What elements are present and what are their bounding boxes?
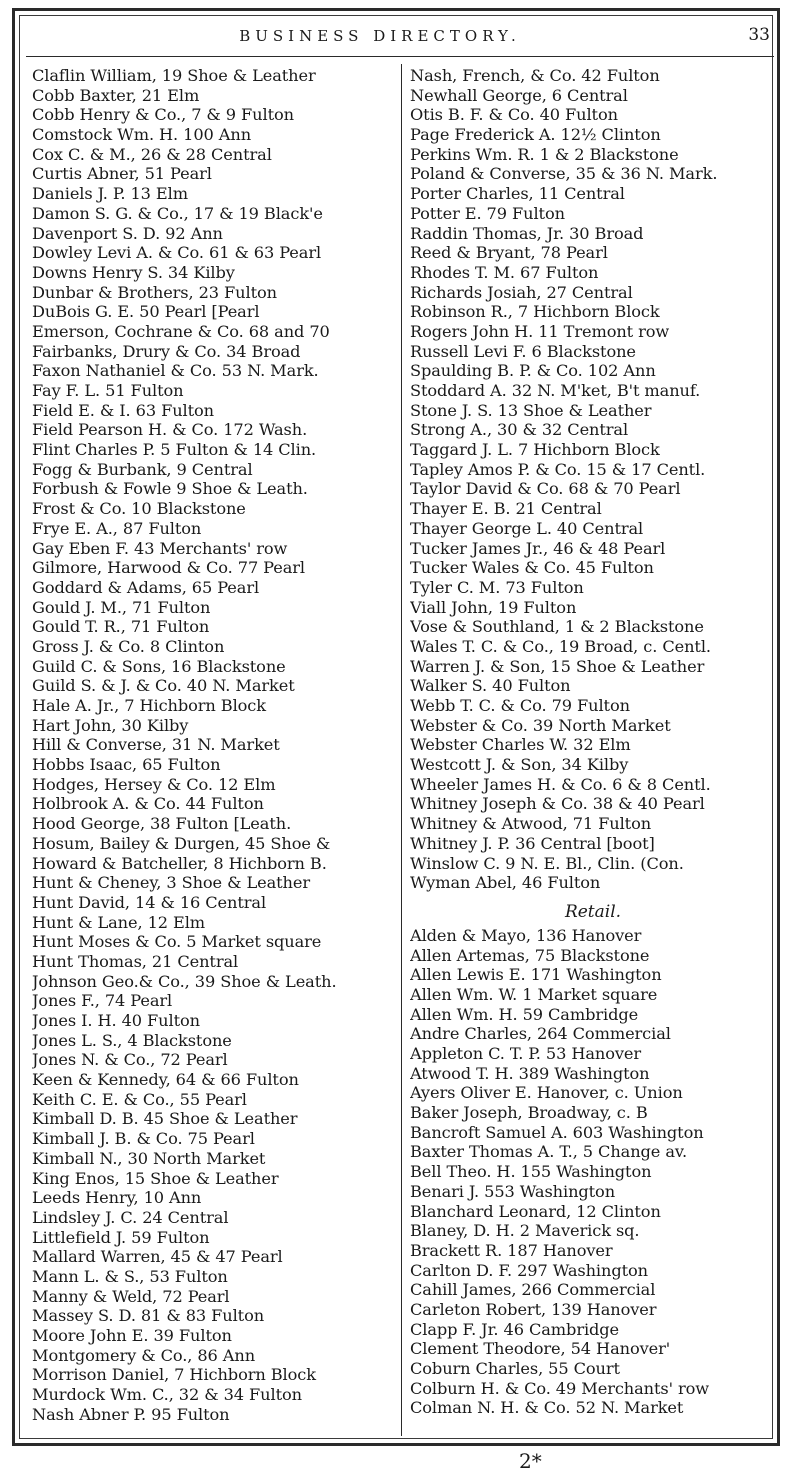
- directory-entry: Warren J. & Son, 15 Shoe & Leather: [410, 656, 705, 676]
- running-title: BUSINESS DIRECTORY.: [239, 27, 521, 45]
- directory-entry: Howard & Batcheller, 8 Hichborn B.: [32, 853, 327, 873]
- directory-entry: Emerson, Cochrane & Co. 68 and 70: [32, 321, 330, 341]
- directory-entry: Hunt & Lane, 12 Elm: [32, 912, 206, 932]
- page-number: 33: [748, 25, 770, 45]
- directory-entry: Fay F. L. 51 Fulton: [32, 381, 184, 400]
- directory-entry: Whitney Joseph & Co. 38 & 40 Pearl: [410, 794, 705, 814]
- directory-entry: Daniels J. P. 13 Elm: [32, 184, 188, 204]
- directory-entry: Kimball N., 30 North Market: [32, 1148, 266, 1168]
- directory-entry: Colman N. H. & Co. 52 N. Market: [410, 1398, 684, 1418]
- directory-entry: Tucker Wales & Co. 45 Fulton: [410, 558, 654, 578]
- directory-entry: Bell Theo. H. 155 Washington: [410, 1162, 652, 1182]
- directory-entry: Webster & Co. 39 North Market: [410, 715, 671, 735]
- directory-entry: Hobbs Isaac, 65 Fulton: [32, 755, 221, 775]
- directory-entry: Mallard Warren, 45 & 47 Pearl: [32, 1247, 283, 1267]
- directory-entry: Hunt & Cheney, 3 Shoe & Leather: [32, 873, 310, 893]
- directory-entry: Newhall George, 6 Central: [410, 85, 628, 105]
- directory-entry: Coburn Charles, 55 Court: [410, 1359, 620, 1378]
- directory-entry: Blanchard Leonard, 12 Clinton: [410, 1201, 661, 1221]
- directory-entry: Lindsley J. C. 24 Central: [32, 1207, 229, 1227]
- directory-entry: Colburn H. & Co. 49 Merchants' row: [410, 1378, 710, 1398]
- header-rule: [26, 56, 774, 57]
- directory-entry: Carlton D. F. 297 Washington: [410, 1260, 648, 1280]
- directory-entry: Fogg & Burbank, 9 Central: [32, 459, 253, 479]
- directory-entry: Goddard & Adams, 65 Pearl: [32, 577, 260, 597]
- directory-entry: Stone J. S. 13 Shoe & Leather: [410, 400, 652, 420]
- directory-entry: Poland & Converse, 35 & 36 N. Mark.: [410, 164, 718, 184]
- directory-entry: Andre Charles, 264 Commercial: [410, 1024, 671, 1044]
- directory-entry: Ayers Oliver E. Hanover, c. Union: [410, 1083, 683, 1103]
- directory-entry: Reed & Bryant, 78 Pearl: [410, 243, 608, 263]
- directory-entry: Nash Abner P. 95 Fulton: [32, 1404, 230, 1424]
- directory-entry: Morrison Daniel, 7 Hichborn Block: [32, 1365, 316, 1385]
- directory-entry: Tapley Amos P. & Co. 15 & 17 Centl.: [410, 459, 706, 479]
- directory-entry: Vose & Southland, 1 & 2 Blackstone: [410, 617, 704, 637]
- directory-entry: Hosum, Bailey & Durgen, 45 Shoe &: [32, 833, 331, 853]
- directory-entry: Curtis Abner, 51 Pearl: [32, 164, 212, 184]
- directory-entry: Johnson Geo.& Co., 39 Shoe & Leath.: [32, 971, 337, 991]
- directory-entry: Porter Charles, 11 Central: [410, 184, 625, 204]
- directory-entry: Damon S. G. & Co., 17 & 19 Black'e: [32, 203, 323, 223]
- retail-heading: Retail.: [564, 901, 622, 922]
- directory-entry: Raddin Thomas, Jr. 30 Broad: [410, 223, 644, 243]
- directory-entry: Page Frederick A. 12½ Clinton: [410, 125, 661, 145]
- directory-entry: Hunt Moses & Co. 5 Market square: [32, 932, 322, 952]
- directory-entry: Keen & Kennedy, 64 & 66 Fulton: [32, 1070, 299, 1090]
- directory-entry: Keith C. E. & Co., 55 Pearl: [32, 1089, 247, 1109]
- directory-entry: Winslow C. 9 N. E. Bl., Clin. (Con.: [410, 853, 684, 873]
- directory-entry: Hood George, 38 Fulton [Leath.: [32, 814, 292, 834]
- directory-entry: Hunt Thomas, 21 Central: [32, 951, 239, 971]
- directory-entry: Wyman Abel, 46 Fulton: [410, 873, 601, 893]
- directory-entry: Hart John, 30 Kilby: [32, 715, 189, 735]
- directory-entry: Blaney, D. H. 2 Maverick sq.: [410, 1221, 640, 1241]
- directory-entry: Russell Levi F. 6 Blackstone: [410, 341, 636, 361]
- directory-entry: DuBois G. E. 50 Pearl [Pearl: [32, 302, 260, 322]
- directory-entry: Kimball J. B. & Co. 75 Pearl: [32, 1129, 255, 1149]
- directory-entry: Forbush & Fowle 9 Shoe & Leath.: [32, 479, 308, 499]
- directory-entry: Otis B. F. & Co. 40 Fulton: [410, 105, 618, 125]
- directory-entry: Cox C. & M., 26 & 28 Central: [32, 144, 272, 164]
- retail-list: [410, 926, 776, 1418]
- directory-entry: Rhodes T. M. 67 Fulton: [410, 262, 599, 282]
- directory-entry: Webb T. C. & Co. 79 Fulton: [410, 696, 630, 715]
- directory-entry: Clement Theodore, 54 Hanover': [410, 1339, 671, 1359]
- directory-entry: Gross J. & Co. 8 Clinton: [32, 636, 225, 656]
- directory-entry: Baxter Thomas A. T., 5 Change av.: [410, 1142, 688, 1162]
- directory-entry: Hunt David, 14 & 16 Central: [32, 892, 267, 912]
- directory-entry: Taggard J. L. 7 Hichborn Block: [410, 440, 660, 460]
- directory-entry: Allen Wm. H. 59 Cambridge: [410, 1004, 639, 1024]
- directory-entry: Davenport S. D. 92 Ann: [32, 223, 223, 243]
- directory-entry: Jones L. S., 4 Blackstone: [32, 1030, 232, 1050]
- directory-entry: Gould T. R., 71 Fulton: [32, 617, 210, 637]
- directory-entry: Guild C. & Sons, 16 Blackstone: [32, 656, 286, 676]
- directory-entry: Webster Charles W. 32 Elm: [410, 735, 631, 755]
- directory-entry: Tyler C. M. 73 Fulton: [410, 577, 584, 597]
- directory-entry: Walker S. 40 Fulton: [410, 676, 571, 696]
- directory-entry: Thayer George L. 40 Central: [410, 518, 644, 538]
- directory-entry: Whitney J. P. 36 Central [boot]: [410, 833, 655, 853]
- directory-entry: Field E. & I. 63 Fulton: [32, 400, 214, 420]
- directory-entry: Robinson R., 7 Hichborn Block: [410, 302, 660, 322]
- directory-entry: Jones N. & Co., 72 Pearl: [32, 1050, 228, 1070]
- directory-entry: Clapp F. Jr. 46 Cambridge: [410, 1319, 620, 1339]
- page-header: [26, 22, 774, 56]
- directory-entry: Mann L. & S., 53 Fulton: [32, 1266, 228, 1286]
- directory-entry: Taylor David & Co. 68 & 70 Pearl: [410, 479, 681, 499]
- directory-entry: Wheeler James H. & Co. 6 & 8 Centl.: [410, 774, 711, 794]
- directory-entry: Spaulding B. P. & Co. 102 Ann: [410, 361, 656, 381]
- directory-entry: Faxon Nathaniel & Co. 53 N. Mark.: [32, 361, 319, 381]
- directory-entry: Cahill James, 266 Commercial: [410, 1280, 656, 1300]
- directory-entry: Gay Eben F. 43 Merchants' row: [32, 538, 288, 558]
- directory-entry: Nash, French, & Co. 42 Fulton: [410, 66, 660, 85]
- directory-entry: Cobb Baxter, 21 Elm: [32, 85, 200, 105]
- left-column: [32, 66, 398, 1424]
- directory-entry: Dunbar & Brothers, 23 Fulton: [32, 282, 277, 302]
- directory-entry: Holbrook A. & Co. 44 Fulton: [32, 794, 264, 814]
- directory-entry: Potter E. 79 Fulton: [410, 203, 565, 223]
- directory-entry: Atwood T. H. 389 Washington: [410, 1063, 650, 1083]
- directory-entry: Comstock Wm. H. 100 Ann: [32, 125, 252, 145]
- directory-entry: Rogers John H. 11 Tremont row: [410, 321, 670, 341]
- directory-entry: Gould J. M., 71 Fulton: [32, 597, 211, 617]
- directory-entry: Strong A., 30 & 32 Central: [410, 420, 629, 440]
- right-column: [410, 66, 776, 1418]
- directory-entry: Frye E. A., 87 Fulton: [32, 518, 202, 538]
- signature-mark: 2*: [519, 1449, 542, 1473]
- directory-entry: Downs Henry S. 34 Kilby: [32, 262, 235, 282]
- directory-entry: Claflin William, 19 Shoe & Leather: [32, 66, 316, 85]
- wholesale-list: [410, 66, 776, 893]
- directory-entry: Wales T. C. & Co., 19 Broad, c. Centl.: [410, 636, 711, 656]
- directory-entry: Alden & Mayo, 136 Hanover: [410, 925, 642, 945]
- directory-entry: Flint Charles P. 5 Fulton & 14 Clin.: [32, 440, 317, 460]
- directory-entry: Frost & Co. 10 Blackstone: [32, 499, 246, 519]
- directory-entry: Gilmore, Harwood & Co. 77 Pearl: [32, 558, 305, 578]
- directory-entry: Field Pearson H. & Co. 172 Wash.: [32, 420, 308, 440]
- directory-entry: Allen Artemas, 75 Blackstone: [410, 945, 650, 965]
- directory-entry: Tucker James Jr., 46 & 48 Pearl: [410, 538, 666, 558]
- directory-entry: Manny & Weld, 72 Pearl: [32, 1286, 230, 1306]
- directory-entry: King Enos, 15 Shoe & Leather: [32, 1168, 279, 1188]
- directory-entry: Carleton Robert, 139 Hanover: [410, 1299, 657, 1319]
- directory-entry: Allen Wm. W. 1 Market square: [410, 984, 658, 1004]
- directory-entry: Bancroft Samuel A. 603 Washington: [410, 1122, 704, 1142]
- directory-entry: Kimball D. B. 45 Shoe & Leather: [32, 1109, 298, 1129]
- directory-entry: Murdock Wm. C., 32 & 34 Fulton: [32, 1385, 302, 1405]
- directory-entry: Perkins Wm. R. 1 & 2 Blackstone: [410, 144, 679, 164]
- directory-entry: Jones F., 74 Pearl: [32, 991, 173, 1011]
- directory-entry: Hale A. Jr., 7 Hichborn Block: [32, 696, 266, 715]
- directory-entry: Massey S. D. 81 & 83 Fulton: [32, 1306, 265, 1326]
- directory-entry: Brackett R. 187 Hanover: [410, 1240, 613, 1260]
- directory-entry: Montgomery & Co., 86 Ann: [32, 1345, 256, 1365]
- directory-entry: Dowley Levi A. & Co. 61 & 63 Pearl: [32, 243, 322, 263]
- directory-entry: Littlefield J. 59 Fulton: [32, 1227, 210, 1247]
- directory-entry: Baker Joseph, Broadway, c. B: [410, 1103, 648, 1123]
- directory-entry: Cobb Henry & Co., 7 & 9 Fulton: [32, 105, 294, 125]
- directory-entry: Appleton C. T. P. 53 Hanover: [410, 1044, 642, 1063]
- column-divider: [401, 64, 402, 1436]
- directory-entry: Allen Lewis E. 171 Washington: [410, 965, 662, 985]
- directory-entry: Whitney & Atwood, 71 Fulton: [410, 814, 652, 834]
- directory-entry: Guild S. & J. & Co. 40 N. Market: [32, 676, 295, 696]
- directory-entry: Richards Josiah, 27 Central: [410, 282, 633, 302]
- directory-entry: Stoddard A. 32 N. M'ket, B't manuf.: [410, 381, 701, 400]
- directory-entry: Fairbanks, Drury & Co. 34 Broad: [32, 341, 301, 361]
- directory-entry: Thayer E. B. 21 Central: [410, 499, 602, 519]
- directory-entry: Hill & Converse, 31 N. Market: [32, 735, 280, 755]
- directory-entry: Leeds Henry, 10 Ann: [32, 1188, 202, 1208]
- directory-entry: Jones I. H. 40 Fulton: [32, 1011, 200, 1030]
- directory-entry: Viall John, 19 Fulton: [410, 597, 577, 617]
- directory-entry: Westcott J. & Son, 34 Kilby: [410, 755, 629, 775]
- directory-entry: Hodges, Hersey & Co. 12 Elm: [32, 774, 276, 794]
- directory-entry: Benari J. 553 Washington: [410, 1181, 616, 1201]
- directory-entry: Moore John E. 39 Fulton: [32, 1326, 232, 1345]
